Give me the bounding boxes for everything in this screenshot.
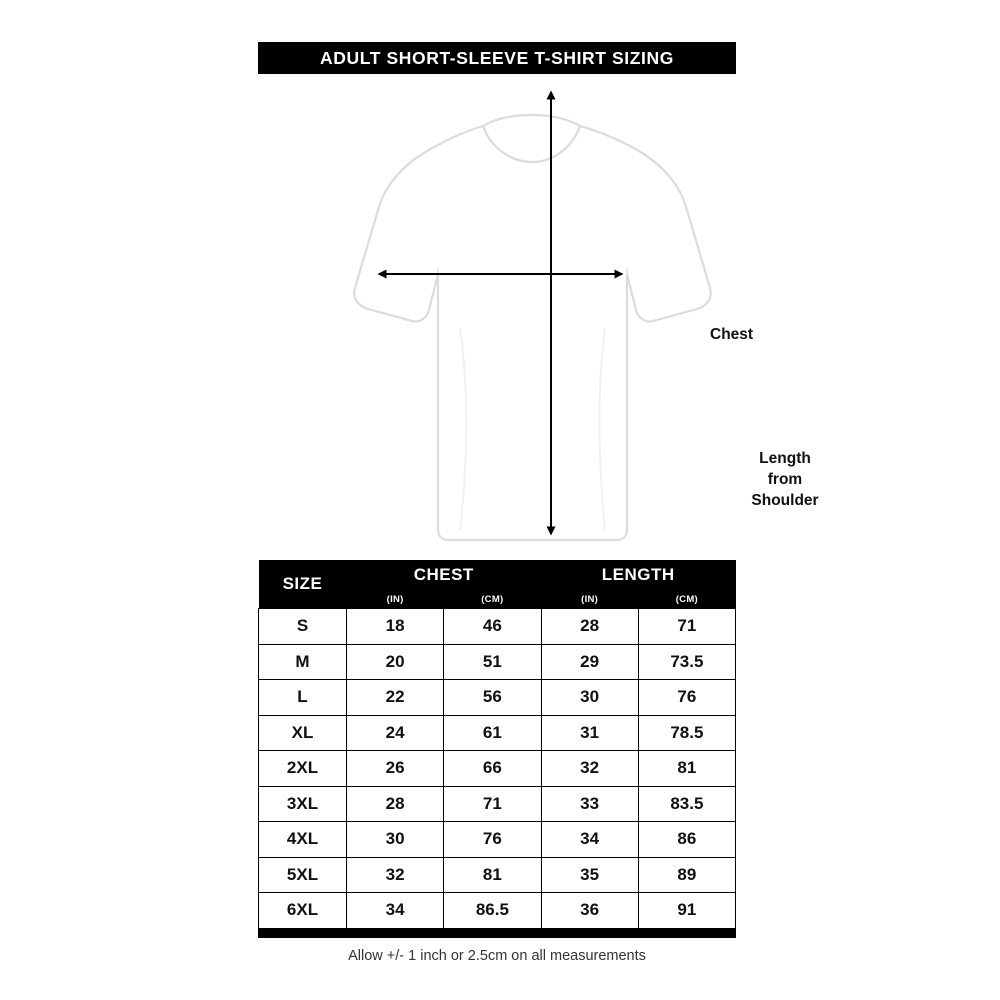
measurement-tolerance-note: Allow +/- 1 inch or 2.5cm on all measurements [348, 948, 646, 964]
cell-chest-cm: 61 [444, 715, 541, 751]
table-row [259, 644, 736, 680]
table-row [259, 822, 736, 858]
cell-chest-cm: 71 [444, 786, 541, 822]
cell-length-in: 29 [541, 644, 638, 680]
cell-chest-cm: 66 [444, 751, 541, 787]
tshirt-outline-icon [255, 78, 745, 558]
cell-size: 5XL [259, 857, 347, 893]
cell-length-in: 34 [541, 822, 638, 858]
cell-size: 4XL [259, 822, 347, 858]
cell-size: S [259, 609, 347, 645]
cell-chest-in: 18 [347, 609, 444, 645]
cell-chest-cm: 81 [444, 857, 541, 893]
table-row [259, 609, 736, 645]
cell-chest-in: 22 [347, 680, 444, 716]
length-label-line-2: from [767, 471, 803, 488]
cell-size: M [259, 644, 347, 680]
cell-chest-in: 28 [347, 786, 444, 822]
footer-divider-bar [258, 928, 736, 938]
cell-length-cm: 76 [638, 680, 735, 716]
cell-chest-in: 24 [347, 715, 444, 751]
table-row [259, 786, 736, 822]
cell-size: 6XL [259, 893, 347, 929]
chest-measurement-label: Chest [710, 326, 754, 343]
table-row [259, 751, 736, 787]
cell-chest-in: 20 [347, 644, 444, 680]
cell-length-cm: 89 [638, 857, 735, 893]
cell-chest-in: 30 [347, 822, 444, 858]
header-length-in: (IN) [541, 590, 638, 609]
header-length: LENGTH [541, 560, 736, 590]
page-title-bar [258, 42, 736, 74]
table-row [259, 893, 736, 929]
cell-length-in: 36 [541, 893, 638, 929]
header-chest: CHEST [347, 560, 542, 590]
cell-size: 2XL [259, 751, 347, 787]
header-length-cm: (CM) [638, 590, 735, 609]
cell-chest-cm: 56 [444, 680, 541, 716]
cell-length-in: 32 [541, 751, 638, 787]
table-body [259, 609, 736, 929]
size-chart-table-wrapper [258, 560, 736, 929]
cell-length-in: 30 [541, 680, 638, 716]
table-header-row-main [259, 560, 736, 590]
length-label-line-3: Shoulder [751, 492, 819, 509]
cell-length-in: 28 [541, 609, 638, 645]
cell-chest-in: 32 [347, 857, 444, 893]
cell-size: L [259, 680, 347, 716]
header-size: SIZE [259, 560, 347, 609]
cell-length-cm: 86 [638, 822, 735, 858]
cell-length-in: 35 [541, 857, 638, 893]
cell-length-cm: 91 [638, 893, 735, 929]
cell-length-cm: 73.5 [638, 644, 735, 680]
cell-chest-in: 34 [347, 893, 444, 929]
header-chest-in: (IN) [347, 590, 444, 609]
tshirt-diagram [255, 78, 819, 558]
cell-chest-cm: 76 [444, 822, 541, 858]
cell-length-in: 31 [541, 715, 638, 751]
cell-chest-cm: 86.5 [444, 893, 541, 929]
cell-chest-cm: 46 [444, 609, 541, 645]
length-measurement-label [720, 448, 850, 511]
cell-length-in: 33 [541, 786, 638, 822]
cell-length-cm: 71 [638, 609, 735, 645]
cell-size: 3XL [259, 786, 347, 822]
header-chest-cm: (CM) [444, 590, 541, 609]
table-row [259, 680, 736, 716]
cell-chest-in: 26 [347, 751, 444, 787]
cell-length-cm: 78.5 [638, 715, 735, 751]
length-label-line-1: Length [759, 450, 811, 467]
table-row [259, 857, 736, 893]
page-title: ADULT SHORT-SLEEVE T-SHIRT SIZING [320, 47, 674, 68]
cell-chest-cm: 51 [444, 644, 541, 680]
cell-length-cm: 83.5 [638, 786, 735, 822]
cell-size: XL [259, 715, 347, 751]
table-row [259, 715, 736, 751]
table-header [259, 560, 736, 609]
cell-length-cm: 81 [638, 751, 735, 787]
size-chart-table [258, 560, 736, 929]
